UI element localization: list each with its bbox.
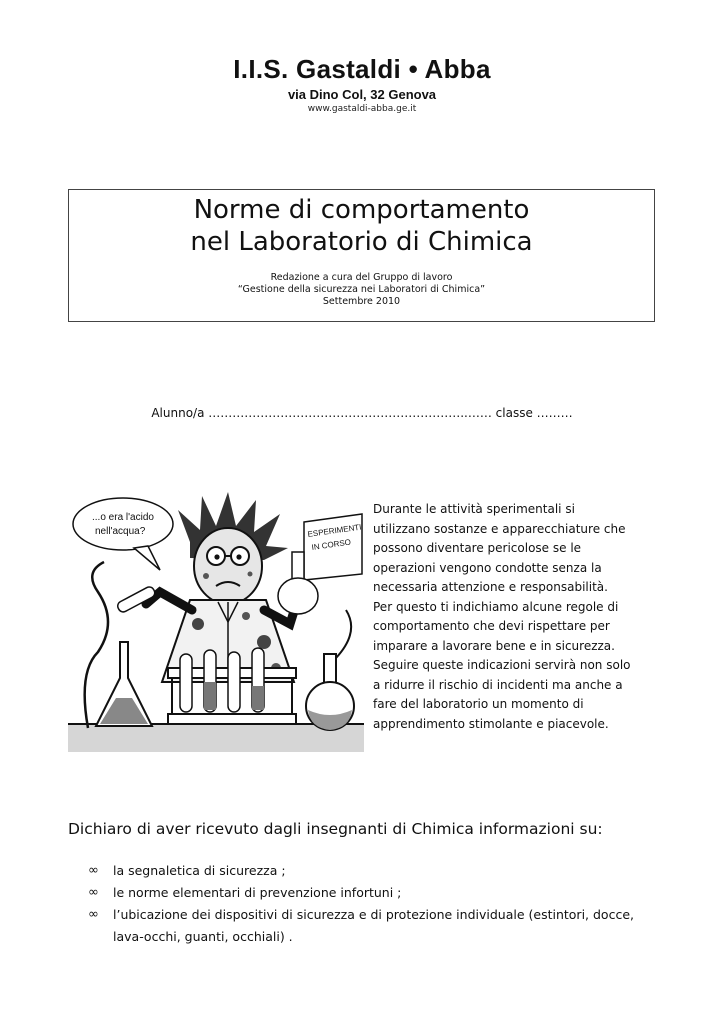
- school-website: www.gastaldi-abba.ge.it: [307, 104, 417, 114]
- intro-line: necessaria attenzione e responsabilità.: [373, 580, 608, 594]
- chemist-cartoon-illustration: [68, 492, 364, 752]
- intro-line: Per questo ti indichiamo alcune regole di: [373, 599, 619, 614]
- intro-line: utilizzano sostanze e apparecchiature che: [373, 521, 626, 536]
- intro-line: comportamento che devi rispettare per: [373, 619, 610, 633]
- sign-line-1: ESPERIMENTI: [307, 522, 362, 539]
- list-item-text: le norme elementari di prevenzione infortuni ;: [113, 885, 402, 900]
- intro-paragraph: [373, 500, 665, 734]
- intro-line: a ridurre il rischio di incidenti ma anche a: [373, 677, 623, 692]
- sign-line-2: IN CORSO: [311, 537, 352, 552]
- intro-line: Durante le attività sperimentali si: [373, 502, 575, 516]
- list-item: [88, 904, 668, 948]
- student-name-field: Alunno/a ………………………………………………………..…… classe ………: [151, 406, 573, 420]
- speech-bubble-line-2: nell'acqua?: [95, 526, 146, 537]
- infinity-bullet-icon: ∞: [88, 885, 99, 900]
- subtitle-line-2: “Gestione della sicurezza nei Laboratori di Chimica”: [237, 284, 486, 295]
- intro-line: operazioni vengono condotte senza la: [373, 560, 602, 575]
- list-item-text-continuation: lava-occhi, guanti, occhiali) .: [113, 929, 293, 944]
- school-name: I.I.S. Gastaldi • Abba: [233, 54, 491, 84]
- school-address: via Dino Col, 32 Genova: [287, 87, 437, 102]
- declaration-heading: Dichiaro di aver ricevuto dagli insegnanti di Chimica informazioni su:: [68, 820, 603, 838]
- intro-line: Seguire queste indicazioni servirà non solo: [373, 658, 631, 672]
- subtitle-line-1: Redazione a cura del Gruppo di lavoro: [270, 272, 453, 283]
- subtitle-line-3: Settembre 2010: [322, 296, 401, 307]
- intro-line: possono diventare pericolose se le: [373, 541, 582, 555]
- list-item-text: la segnaletica di sicurezza ;: [113, 863, 286, 878]
- list-item-text: l’ubicazione dei dispositivi di sicurezza e di protezione individuale (estintori, docce,: [113, 907, 634, 922]
- intro-line: imparare a lavorare bene e in sicurezza.: [373, 638, 615, 653]
- title-box: [68, 189, 655, 322]
- list-item: [88, 882, 668, 904]
- intro-line: fare del laboratorio un momento di: [373, 697, 584, 711]
- info-list: [88, 860, 668, 948]
- infinity-bullet-icon: ∞: [88, 907, 99, 922]
- infinity-bullet-icon: ∞: [88, 863, 99, 878]
- document-title-line-1: Norme di comportamento: [193, 195, 530, 225]
- list-item: [88, 860, 668, 882]
- document-title-line-2: nel Laboratorio di Chimica: [190, 227, 533, 257]
- speech-bubble-line-1: ...o era l'acido: [92, 512, 154, 523]
- intro-line: apprendimento stimolante e piacevole.: [373, 716, 609, 731]
